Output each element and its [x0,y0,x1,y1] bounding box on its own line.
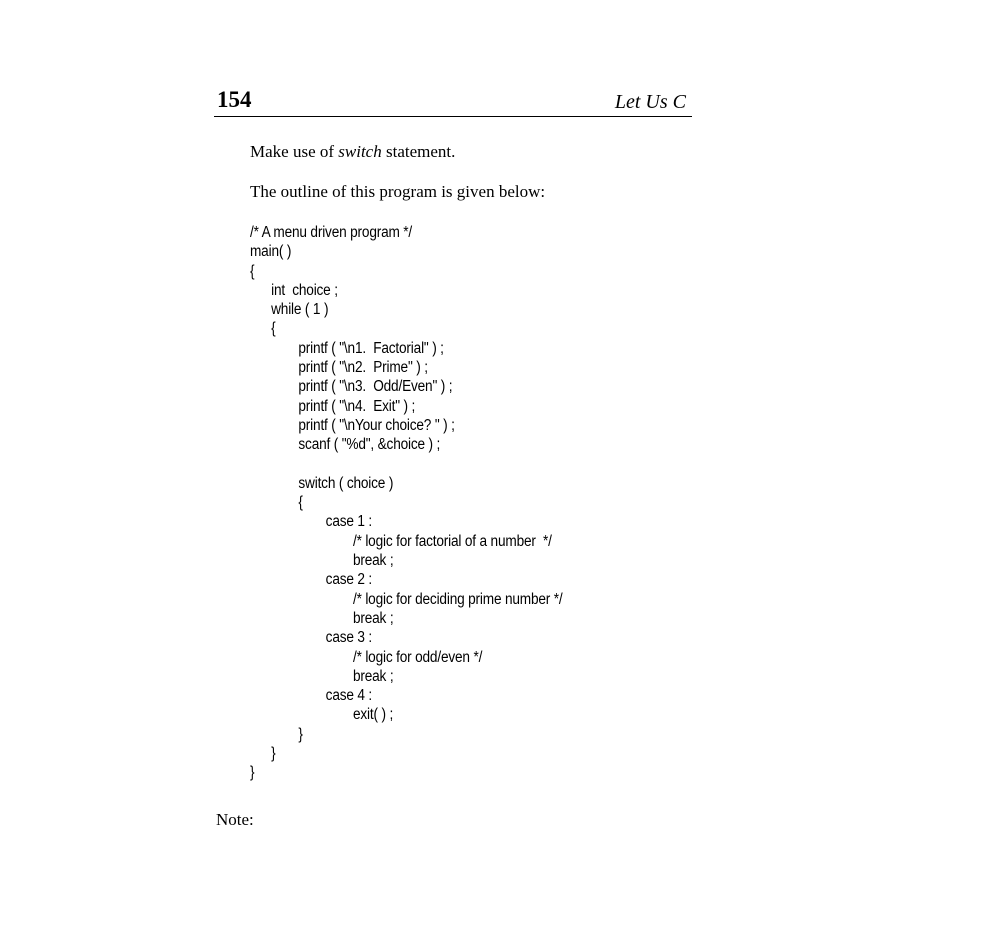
code-line: /* A menu driven program */ [250,224,413,241]
code-line: exit( ) ; [352,706,394,724]
code-line: printf ( "\nYour choice? " ) ; [298,416,455,434]
page-number: 154 [217,87,252,112]
code-line: { [250,262,255,280]
code-line: while ( 1 ) [271,301,329,319]
code-line: printf ( "\n4. Exit" ) ; [298,397,416,415]
note-label: Note: [216,810,254,829]
code-line: break ; [352,552,394,570]
code-line: } [250,764,255,782]
code-line: case 2 : [325,571,373,589]
code-line: } [298,725,303,743]
code-line: break ; [352,609,394,627]
code-line: int choice ; [271,281,338,299]
code-line: case 3 : [325,629,373,647]
outline-paragraph: The outline of this program is given below: [250,182,546,201]
instruction-text-before: Make use of [250,142,339,161]
code-line: break ; [352,667,394,685]
code-line: case 1 : [325,513,373,531]
instruction-paragraph [250,141,455,163]
page-header [214,84,692,117]
code-line: { [298,494,303,512]
code-line: switch ( choice ) [298,474,394,492]
code-line [250,455,563,474]
code-line: printf ( "\n3. Odd/Even" ) ; [298,378,453,396]
code-line: printf ( "\n1. Factorial" ) ; [298,339,444,357]
running-title: Let Us C [614,91,686,113]
code-line: case 4 : [325,687,373,705]
code-listing [250,223,563,783]
switch-keyword: switch [338,142,382,161]
code-line: /* logic for factorial of a number */ [352,532,552,550]
code-line: /* logic for deciding prime number */ [352,590,563,608]
code-line: printf ( "\n2. Prime" ) ; [298,359,428,377]
code-line: /* logic for odd/even */ [352,648,483,666]
code-line: } [271,745,276,763]
code-line: main( ) [250,243,292,261]
code-line: { [271,320,276,338]
code-line: scanf ( "%d", &choice ) ; [298,436,441,454]
instruction-text-after: statement. [381,142,456,161]
